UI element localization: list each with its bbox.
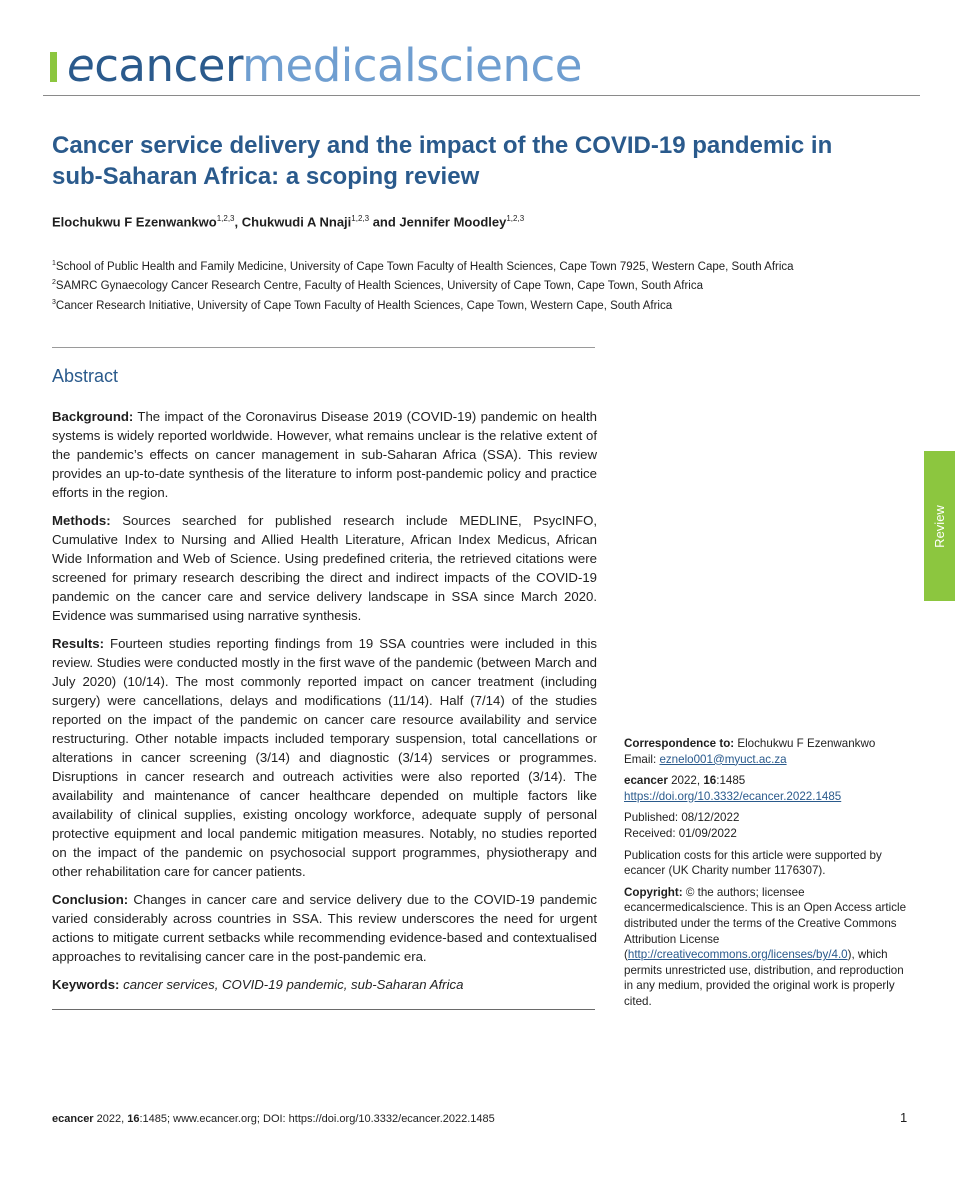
author-separator: and <box>369 214 400 230</box>
correspondence-label: Correspondence to: <box>624 737 735 750</box>
conclusion-label: Conclusion: <box>52 892 129 907</box>
methods-text: Sources searched for published research include MEDLINE, PsycINFO, Cumulative Index to Nursing and Allied Health Literature, African Index Medicus, African Wide Information and Web of Science. Using predefined criteria, the retrieved citations were screened for primary research describing the direct and indirect impacts of the COVID-19 pandemic on the cancer care and service delivery landscape in SSA since March 2020. Evidence was summarised using narrative synthesis. <box>52 513 597 623</box>
logo-medicalscience: medicalscience <box>242 39 582 92</box>
citation-block <box>624 773 914 804</box>
abstract-heading: Abstract <box>52 366 119 386</box>
correspondence-block <box>624 736 914 767</box>
dates-block <box>624 810 914 841</box>
author-name: Jennifer Moodley <box>399 214 507 230</box>
author-list <box>52 214 524 229</box>
conclusion-text: Changes in cancer care and service delivery due to the COVID-19 pandemic varied considerably across countries in SSA. This review underscores the need for urgent actions to mitigate current setbacks while recommending evidence-based and contextualised approaches to revitalising cancer care in the post-pandemic era. <box>52 892 597 964</box>
published-date: Published: 08/12/2022 <box>624 811 740 825</box>
methods-label: Methods: <box>52 513 111 528</box>
abstract-results <box>52 634 597 881</box>
abstract-keywords <box>52 975 597 994</box>
abstract-bottom-rule <box>52 1009 595 1010</box>
affiliation-num: 2 <box>52 279 56 287</box>
logo-cancer: cancer <box>94 39 243 92</box>
logo-bar-mark <box>50 52 57 82</box>
abstract-methods <box>52 511 597 625</box>
author-affil-sup: 1,2,3 <box>351 214 370 223</box>
results-text: Fourteen studies reporting findings from 19 SSA countries were included in this review. Studies were conducted mostly in the first wave of the pandemic (between March and July 2020) (10/14). The most commonly reported impact on cancer treatment (including surgery) were cancellations, delays and modifications (11/14). Half (7/14) of the studies reported on the impact of the pandemic on cancer care resource availability and service restructuring. Other notable impacts included temporary suspension, total cancellations or alterations in cancer screening (3/14) and diagnostic (3/14) services or programmes. Disruptions in cancer research and outreach activities were also reported (3/14). The availability and maintenance of cancer healthcare depended on multiple factors like availability of clinical supplies, existing oncology workforce, adequate supply of personal protective equipment and local pandemic mitigation measures. Notably, no studies reported on the impact of the pandemic on psychosocial support programmes, physiotherapy and other rehabilitation care for cancer patients. <box>52 636 597 879</box>
author-name: Chukwudi A Nnaji <box>241 214 352 230</box>
results-label: Results: <box>52 636 105 651</box>
author-name: Elochukwu F Ezenwankwo <box>52 214 217 230</box>
affiliation-item <box>52 295 794 314</box>
email-link[interactable]: eznelo001@myuct.ac.za <box>659 752 787 766</box>
affiliation-item <box>52 275 794 294</box>
doi-link[interactable]: https://doi.org/10.3332/ecancer.2022.1485 <box>624 789 842 803</box>
page-footer <box>52 1113 495 1125</box>
keywords-text: cancer services, COVID-19 pandemic, sub-Saharan Africa <box>123 977 464 992</box>
publication-costs: Publication costs for this article were supported by ecancer (UK Charity number 1176307). <box>624 848 882 878</box>
citation-year: 2022, <box>667 774 704 788</box>
affiliation-text: SAMRC Gynaecology Cancer Research Centre, Faculty of Health Sciences, University of Cape Town, Cape Town, South Africa <box>55 280 703 293</box>
affiliation-num: 3 <box>52 298 56 306</box>
footer-journal: ecancer <box>52 1113 94 1125</box>
footer-year: 2022, <box>93 1113 128 1125</box>
author-affil-sup: 1,2,3 <box>506 214 525 223</box>
article-type-tab <box>924 451 955 601</box>
abstract-top-rule <box>52 347 595 348</box>
copyright-block <box>624 885 914 1010</box>
article-info-sidebar <box>624 736 914 1016</box>
abstract-conclusion <box>52 890 597 966</box>
license-link[interactable]: http://creativecommons.org/licenses/by/4.0 <box>627 948 848 962</box>
logo-e: e <box>67 39 95 92</box>
affiliation-num: 1 <box>52 260 56 267</box>
journal-logo <box>50 38 582 94</box>
copyright-text-end: ), which permits unrestricted use, distribution, and reproduction in any medium, provided the original work is properly cited. <box>624 948 904 1008</box>
background-label: Background: <box>52 409 134 424</box>
received-date: Received: 01/09/2022 <box>624 826 737 840</box>
footer-volume: 16 <box>127 1113 140 1125</box>
citation-article-number: :1485 <box>716 774 746 788</box>
article-title: Cancer service delivery and the impact of the COVID-19 pandemic in sub-Saharan Africa: a scoping review <box>52 132 833 190</box>
abstract-background <box>52 407 597 502</box>
affiliation-text: School of Public Health and Family Medicine, University of Cape Town Faculty of Health Sciences, Cape Town 7925, Western Cape, South Africa <box>55 260 794 273</box>
header-divider <box>43 95 920 96</box>
page-number: 1 <box>900 1110 908 1125</box>
background-text: The impact of the Coronavirus Disease 2019 (COVID-19) pandemic on health systems is widely reported worldwide. However, what remains unclear is the relative extent of the pandemic’s effects on cancer management in sub-Saharan Africa (SSA). This review provides an up-to-date synthesis of the literature to inform post-pandemic policy and practice efforts in the region. <box>52 409 597 500</box>
affiliation-item <box>52 256 794 275</box>
citation-volume: 16 <box>703 774 717 788</box>
author-separator: , <box>234 214 242 230</box>
article-type-label: Review <box>932 504 947 548</box>
citation-journal: ecancer <box>624 774 668 788</box>
footer-citation: :1485; www.ecancer.org; DOI: https://doi.org/10.3332/ecancer.2022.1485 <box>139 1113 495 1125</box>
copyright-text: © the authors; licensee ecancermedicalscience. This is an Open Access article distributed under the terms of the Creative Commons Attribution License ( <box>624 885 907 962</box>
abstract-body <box>52 407 597 1003</box>
email-label: Email: <box>624 752 660 766</box>
affiliation-text: Cancer Research Initiative, University of Cape Town Faculty of Health Sciences, Cape Town, Western Cape, South Africa <box>55 299 673 312</box>
author-affil-sup: 1,2,3 <box>216 214 235 223</box>
copyright-label: Copyright: <box>624 885 683 899</box>
correspondence-name: Elochukwu F Ezenwankwo <box>734 737 876 750</box>
affiliations <box>52 256 794 314</box>
keywords-label: Keywords: <box>52 977 120 992</box>
